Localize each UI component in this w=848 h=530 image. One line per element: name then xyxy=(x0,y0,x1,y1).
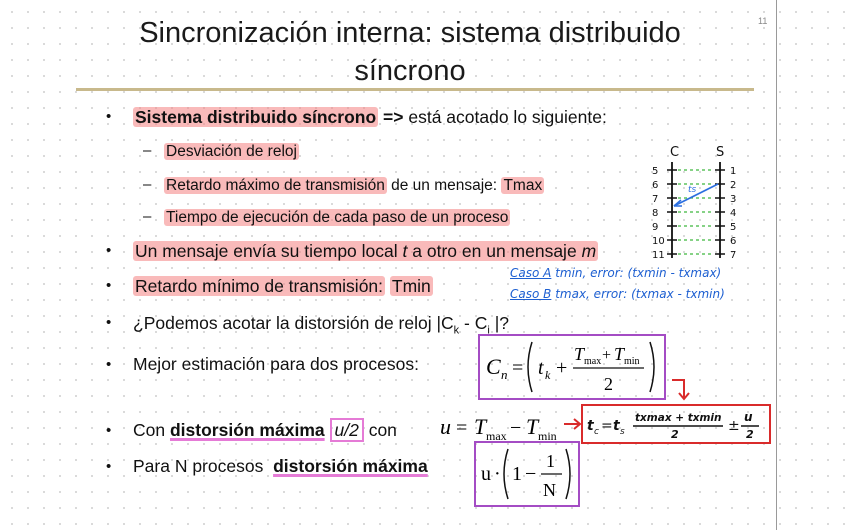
bullet-text: con xyxy=(368,420,397,440)
c-tick-label: 7 xyxy=(652,194,659,205)
n-num: 1 xyxy=(546,451,555,471)
bullet-message-time xyxy=(133,240,598,262)
cn-num-plus: + xyxy=(602,347,612,364)
u-T2: T xyxy=(526,414,539,439)
svg-text:s: s xyxy=(620,427,625,437)
right-paren xyxy=(650,342,654,392)
sub-dash: – xyxy=(143,176,152,193)
bullet-dot: • xyxy=(106,108,112,125)
tc-formula-box xyxy=(581,404,771,444)
c-tick-label: 10 xyxy=(652,236,665,247)
t-var: t xyxy=(402,241,408,261)
slide-edge-line xyxy=(776,0,777,530)
arrow-text: => xyxy=(383,107,404,127)
c-tick-label: 5 xyxy=(652,166,659,177)
bullet-text: - C xyxy=(459,313,488,333)
s-tick-label: 7 xyxy=(730,250,737,261)
i-subscript: i xyxy=(487,324,490,337)
sub-max-delay xyxy=(164,175,544,197)
bullet-text: Un mensaje envía su tiempo local xyxy=(135,241,398,261)
cn-sub: n xyxy=(501,367,508,382)
s-tick-label: 5 xyxy=(730,222,737,233)
bullet-n-processes xyxy=(133,455,428,477)
title-rule xyxy=(76,88,754,91)
svg-text:2: 2 xyxy=(671,428,679,441)
n-one: 1 xyxy=(512,463,522,485)
u-eq: = xyxy=(456,417,468,439)
svg-text:2: 2 xyxy=(746,428,754,441)
slide-title: Sincronización interna: sistema distribuido síncrono xyxy=(139,17,681,87)
u-T2-sub: min xyxy=(538,429,557,443)
cn-den: 2 xyxy=(604,374,613,394)
cn-T2: T xyxy=(614,344,625,364)
caso-a-label: Caso A xyxy=(510,266,552,280)
cn-T2-sub: min xyxy=(624,356,640,367)
bullet-bold-text: Sistema distribuido síncrono xyxy=(135,107,377,127)
down-arrow-icon xyxy=(670,374,694,404)
svg-text:u: u xyxy=(744,410,753,424)
bullet-best-estimate xyxy=(133,353,419,375)
bullet-bold-text: distorsión máxima xyxy=(273,456,428,476)
bullet-synchronous-system xyxy=(133,106,607,128)
sub-text: Desviación de reloj xyxy=(166,143,297,160)
cn-formula xyxy=(480,336,664,398)
u-T1: T xyxy=(474,414,487,439)
svg-text:t: t xyxy=(613,418,620,434)
bullet-dot: • xyxy=(106,277,112,294)
column-s-label: S xyxy=(716,145,725,160)
bullet-text: a otro en un mensaje xyxy=(412,241,577,261)
sub-highlight-text: Retardo máximo de transmisión xyxy=(166,177,385,194)
n-minus: − xyxy=(525,463,537,485)
left-paren xyxy=(528,342,532,392)
caso-b-label: Caso B xyxy=(510,287,552,301)
cn-eq: = xyxy=(512,357,524,379)
sub-text: de un mensaje: xyxy=(391,177,498,194)
n-u: u xyxy=(481,463,491,485)
m-var: m xyxy=(581,241,597,261)
right-paren xyxy=(566,449,570,499)
left-paren xyxy=(504,449,508,499)
svg-text:±: ± xyxy=(728,418,740,434)
s-tick-label: 3 xyxy=(730,194,737,205)
bullet-highlight-text: Retardo mínimo de transmisión: xyxy=(135,276,384,296)
s-tick-label: 2 xyxy=(730,180,737,191)
caso-a-note xyxy=(510,266,721,280)
cn-tk-sub: k xyxy=(545,368,551,382)
bullet-dot: • xyxy=(106,314,112,331)
sub-text: Tiempo de ejecución de cada paso de un proceso xyxy=(166,209,509,226)
tmax-label: Tmax xyxy=(503,177,543,194)
caso-a-text: tmin, error: (txmin - txmax) xyxy=(555,266,722,280)
svg-text:t: t xyxy=(587,418,594,434)
u-half-label: u/2 xyxy=(330,418,364,442)
page-number: 11 xyxy=(758,16,768,26)
bullet-dot: • xyxy=(106,242,112,259)
c-tick-label: 9 xyxy=(652,222,659,233)
n-formula-box xyxy=(474,441,580,507)
bullet-bold-text: distorsión máxima xyxy=(169,420,325,440)
bullet-text: Mejor estimación para dos procesos: xyxy=(133,354,419,374)
clock-sync-diagram xyxy=(648,140,758,262)
bullet-highlight xyxy=(133,241,598,261)
bullet-max-skew xyxy=(133,419,397,441)
c-tick-label: 8 xyxy=(652,208,659,219)
sub-exec-time xyxy=(164,207,510,229)
bullet-dot: • xyxy=(106,422,112,439)
k-subscript: k xyxy=(453,324,460,337)
bullet-text: ¿Podemos acotar la distorsión de reloj |C xyxy=(133,313,454,333)
cn-formula-box xyxy=(478,334,666,400)
s-tick-label: 4 xyxy=(730,208,737,219)
bullet-text: está acotado lo siguiente: xyxy=(408,107,607,127)
svg-text:txmax + txmin: txmax + txmin xyxy=(635,412,722,424)
sub-clock-drift xyxy=(164,141,299,163)
tmin-label: Tmin xyxy=(391,276,431,296)
n-den: N xyxy=(543,480,556,500)
sub-dash: – xyxy=(143,208,152,225)
s-tick-label: 1 xyxy=(730,166,737,177)
bullet-text: Con xyxy=(133,420,166,440)
tc-formula xyxy=(583,406,769,442)
caso-b-text: tmax, error: (txmax - txmin) xyxy=(555,287,725,301)
cn-T1-sub: max xyxy=(584,356,602,367)
cn-plus: + xyxy=(556,357,568,379)
sub-dash: – xyxy=(143,142,152,159)
bullet-dot: • xyxy=(106,356,112,373)
c-tick-label: 11 xyxy=(652,250,665,261)
caso-b-note xyxy=(510,287,725,301)
u-lhs: u xyxy=(440,414,451,439)
c-tick-label: 6 xyxy=(652,180,659,191)
cn-T1: T xyxy=(574,344,585,364)
svg-text:=: = xyxy=(601,418,613,434)
n-formula xyxy=(476,443,578,505)
u-formula xyxy=(438,410,568,444)
bullet-bound-question xyxy=(133,312,509,342)
diagram-ticks xyxy=(652,166,736,261)
u-T1-sub: max xyxy=(486,429,507,443)
s-tick-label: 6 xyxy=(730,236,737,247)
bullet-text: |? xyxy=(489,313,509,333)
cn-tk: t xyxy=(538,357,544,379)
bullet-min-delay xyxy=(133,275,433,297)
u-minus: − xyxy=(510,417,522,439)
n-dot: · xyxy=(494,463,501,485)
column-c-label: C xyxy=(670,145,680,160)
svg-text:c: c xyxy=(594,427,599,437)
bullet-dot: • xyxy=(106,458,112,475)
ts-label: ts xyxy=(688,185,697,195)
bullet-text: Para N procesos xyxy=(133,456,264,476)
cn-lhs: C xyxy=(486,354,501,379)
